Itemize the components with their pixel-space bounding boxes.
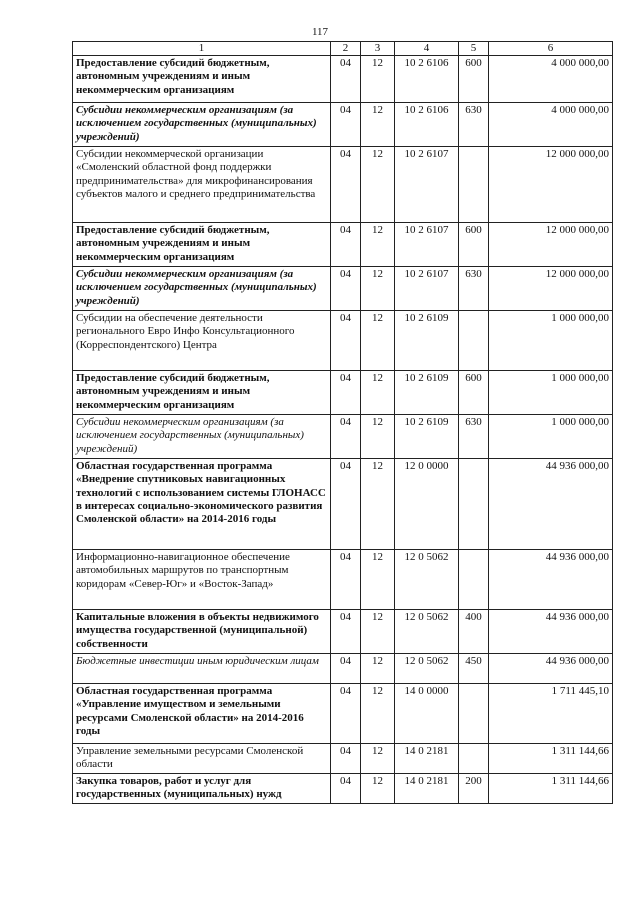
row-name: Субсидии некоммерческим организациям (за исключением государственных (муниципальных) учреждений) [73,415,331,459]
table-row [73,459,613,550]
row-subsection: 12 [361,744,395,774]
row-expense-type: 600 [459,223,489,267]
row-expense-type: 630 [459,103,489,147]
row-amount: 1 311 144,66 [489,774,613,804]
row-section: 04 [331,103,361,147]
row-name: Информационно-навигационное обеспечение автомобильных маршрутов по транспортным коридорам «Север-Юг» и «Восток-Запад» [73,550,331,610]
row-name: Предоставление субсидий бюджетным, автономным учреждениям и иным некоммерческим организациям [73,371,331,415]
row-expense-type [459,684,489,744]
row-subsection: 12 [361,267,395,311]
row-amount: 44 936 000,00 [489,654,613,684]
table-row [73,223,613,267]
row-section: 04 [331,774,361,804]
row-subsection: 12 [361,371,395,415]
row-subsection: 12 [361,654,395,684]
row-amount: 1 311 144,66 [489,744,613,774]
row-expense-type: 200 [459,774,489,804]
row-target-code: 10 2 6109 [395,311,459,371]
row-name: Управление земельными ресурсами Смоленской области [73,744,331,774]
row-subsection: 12 [361,56,395,103]
row-section: 04 [331,311,361,371]
row-section: 04 [331,415,361,459]
row-expense-type: 450 [459,654,489,684]
row-expense-type: 600 [459,371,489,415]
row-expense-type [459,744,489,774]
table-row [73,267,613,311]
row-subsection: 12 [361,610,395,654]
header-cell: 2 [331,42,361,56]
row-section: 04 [331,610,361,654]
row-expense-type [459,147,489,223]
row-expense-type [459,459,489,550]
row-name: Субсидии некоммерческим организациям (за исключением государственных (муниципальных) учреждений) [73,103,331,147]
row-section: 04 [331,459,361,550]
row-section: 04 [331,56,361,103]
row-name: Областная государственная программа «Внедрение спутниковых навигационных технологий с использованием системы ГЛОНАСС в интересах социально-экономического развития Смоленской области» на 2014-2016 годы [73,459,331,550]
header-cell: 1 [73,42,331,56]
table-row [73,311,613,371]
row-section: 04 [331,744,361,774]
row-target-code: 10 2 6109 [395,371,459,415]
row-target-code: 12 0 5062 [395,610,459,654]
table-row [73,654,613,684]
header-cell: 4 [395,42,459,56]
row-subsection: 12 [361,774,395,804]
row-name: Областная государственная программа «Управление имуществом и земельными ресурсами Смоленской области» на 2014-2016 годы [73,684,331,744]
row-target-code: 10 2 6107 [395,267,459,311]
table-row [73,147,613,223]
row-name: Субсидии на обеспечение деятельности регионального Евро Инфо Консультационного (Корреспондентского) Центра [73,311,331,371]
row-expense-type [459,550,489,610]
row-target-code: 10 2 6107 [395,223,459,267]
row-amount: 4 000 000,00 [489,103,613,147]
row-subsection: 12 [361,684,395,744]
table-row [73,56,613,103]
row-subsection: 12 [361,223,395,267]
row-expense-type [459,311,489,371]
row-name: Предоставление субсидий бюджетным, автономным учреждениям и иным некоммерческим организациям [73,56,331,103]
row-section: 04 [331,267,361,311]
row-target-code: 10 2 6106 [395,56,459,103]
header-row [73,42,613,56]
row-subsection: 12 [361,459,395,550]
row-target-code: 10 2 6106 [395,103,459,147]
header-cell: 5 [459,42,489,56]
row-subsection: 12 [361,147,395,223]
table-row [73,415,613,459]
row-amount: 4 000 000,00 [489,56,613,103]
row-expense-type: 630 [459,415,489,459]
row-amount: 1 000 000,00 [489,415,613,459]
row-section: 04 [331,147,361,223]
row-amount: 44 936 000,00 [489,610,613,654]
row-name: Предоставление субсидий бюджетным, автономным учреждениям и иным некоммерческим организациям [73,223,331,267]
row-target-code: 14 0 0000 [395,684,459,744]
row-amount: 1 000 000,00 [489,311,613,371]
row-target-code: 10 2 6107 [395,147,459,223]
row-amount: 12 000 000,00 [489,147,613,223]
row-target-code: 14 0 2181 [395,774,459,804]
row-name: Субсидии некоммерческим организациям (за исключением государственных (муниципальных) учреждений) [73,267,331,311]
row-target-code: 12 0 5062 [395,550,459,610]
row-subsection: 12 [361,103,395,147]
row-expense-type: 600 [459,56,489,103]
row-name: Закупка товаров, работ и услуг для государственных (муниципальных) нужд [73,774,331,804]
row-expense-type: 400 [459,610,489,654]
table-row [73,610,613,654]
table-row [73,103,613,147]
row-amount: 44 936 000,00 [489,459,613,550]
row-expense-type: 630 [459,267,489,311]
row-amount: 1 711 445,10 [489,684,613,744]
row-target-code: 12 0 0000 [395,459,459,550]
header-cell: 6 [489,42,613,56]
row-section: 04 [331,684,361,744]
table-row [73,371,613,415]
table-row [73,550,613,610]
row-amount: 44 936 000,00 [489,550,613,610]
row-amount: 1 000 000,00 [489,371,613,415]
table-row [73,684,613,744]
row-amount: 12 000 000,00 [489,267,613,311]
row-target-code: 10 2 6109 [395,415,459,459]
row-target-code: 14 0 2181 [395,744,459,774]
table-row [73,744,613,774]
row-amount: 12 000 000,00 [489,223,613,267]
row-name: Капитальные вложения в объекты недвижимого имущества государственной (муниципальной) собственности [73,610,331,654]
row-subsection: 12 [361,550,395,610]
row-subsection: 12 [361,311,395,371]
row-section: 04 [331,550,361,610]
row-target-code: 12 0 5062 [395,654,459,684]
row-subsection: 12 [361,415,395,459]
page-number: 117 [311,26,329,38]
row-section: 04 [331,223,361,267]
row-name: Субсидии некоммерческой организации «Смоленский областной фонд поддержки предпринимательства» для микрофинансирования субъектов малого и среднего предпринимательства [73,147,331,223]
table-row [73,774,613,804]
header-cell: 3 [361,42,395,56]
row-name: Бюджетные инвестиции иным юридическим лицам [73,654,331,684]
row-section: 04 [331,654,361,684]
row-section: 04 [331,371,361,415]
budget-table [72,41,613,804]
